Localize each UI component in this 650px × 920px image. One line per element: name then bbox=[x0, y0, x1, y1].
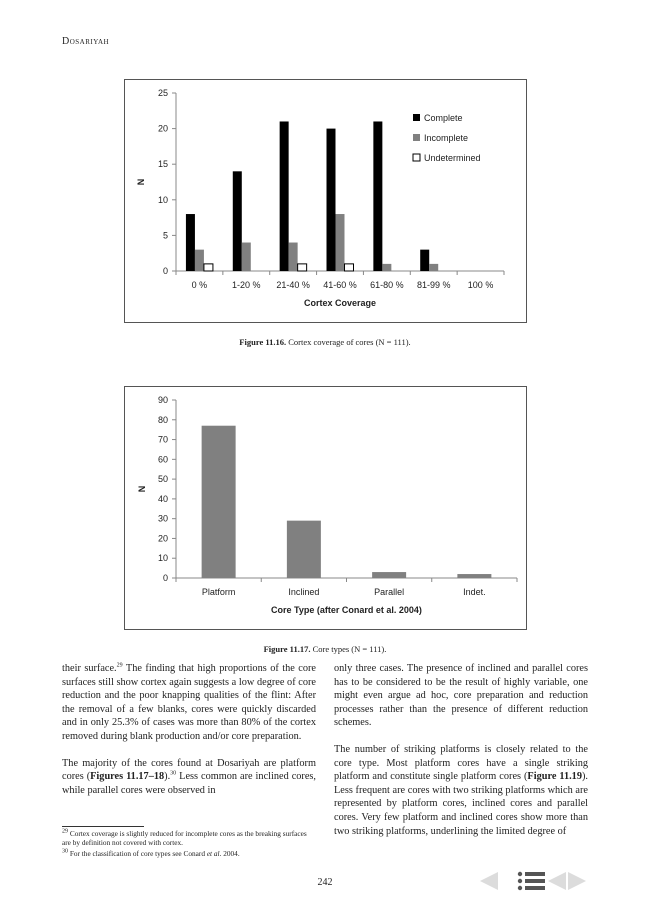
figure-caption-11-16 bbox=[0, 337, 650, 347]
bar bbox=[202, 426, 236, 578]
bar bbox=[186, 214, 195, 271]
x-axis-label: Cortex Coverage bbox=[303, 298, 377, 308]
y-tick-label: 90 bbox=[157, 395, 168, 405]
bar bbox=[373, 121, 382, 271]
footnote-30 bbox=[62, 849, 316, 858]
menu-list-icon[interactable] bbox=[518, 872, 545, 890]
footnotes bbox=[62, 829, 316, 859]
text: The finding that high proportions of the core surfaces still show cortex again suggests a low degree of core reduction and the poor knapping qualities of the flint: After the removal of a few blanks, cores were quickly discarded and in only 25.3% of cases was more than 80% of the cortex removed during blank production and/or core preparation. bbox=[62, 663, 316, 742]
running-header: Dosariyah bbox=[62, 36, 110, 47]
left-column bbox=[62, 662, 316, 810]
footnote-text: For the classification of core types see Conard bbox=[68, 848, 207, 858]
x-tick-label: 1-20 % bbox=[232, 280, 261, 290]
prev-arrow-icon[interactable] bbox=[548, 872, 566, 890]
bar bbox=[336, 214, 345, 271]
caption-label: Figure 11.17. bbox=[263, 644, 311, 654]
prev-arrow-icon[interactable] bbox=[480, 872, 498, 890]
text: The number of striking platforms is closely related to the core type. Most platform cores have a single striking platform and constitute single platform cores ( bbox=[334, 743, 588, 783]
caption-text: Cortex coverage of cores (N = 111). bbox=[286, 337, 411, 347]
x-tick-label: Indet. bbox=[463, 587, 486, 597]
y-tick-label: 0 bbox=[162, 573, 168, 583]
bar bbox=[242, 243, 251, 271]
text: their surface. bbox=[62, 663, 117, 674]
figure-link[interactable]: Figure 11.19 bbox=[527, 771, 582, 783]
page-navigation bbox=[478, 870, 588, 896]
y-tick-label: 60 bbox=[157, 454, 168, 465]
bar bbox=[327, 129, 336, 271]
y-tick-label: 25 bbox=[157, 88, 168, 98]
caption-text: Core types (N = 111). bbox=[310, 644, 387, 654]
y-axis-label: N bbox=[137, 485, 147, 493]
footnote-text: 2004. bbox=[221, 848, 240, 858]
x-tick-label: Parallel bbox=[374, 587, 405, 597]
core-types-chart bbox=[125, 387, 526, 629]
y-tick-label: 30 bbox=[157, 513, 168, 524]
text: ). Less frequent are cores with two striking platforms which are represented by platform cores, inclined cores and parallel cores. Very few platform and inclined cores show more than two striking platforms, underlining the limited degree of bbox=[334, 771, 588, 837]
caption-label: Figure 11.16. bbox=[239, 337, 287, 347]
x-tick-label: 41-60 % bbox=[323, 280, 357, 290]
y-tick-label: 80 bbox=[157, 414, 168, 425]
x-axis-label: Core Type (after Conard et al. 2004) bbox=[271, 605, 422, 615]
bar bbox=[372, 572, 406, 578]
bar bbox=[382, 264, 391, 271]
y-tick-label: 15 bbox=[157, 159, 168, 170]
footnote-29 bbox=[62, 829, 316, 848]
y-tick-label: 50 bbox=[157, 474, 168, 485]
figure-caption-11-17 bbox=[0, 644, 650, 654]
cortex-coverage-chart bbox=[125, 80, 526, 322]
x-tick-label: 100 % bbox=[467, 280, 494, 290]
legend-swatch bbox=[413, 114, 420, 121]
y-tick-label: 10 bbox=[157, 194, 168, 205]
bar bbox=[195, 250, 204, 271]
footnote-text: Cortex coverage is slightly reduced for incomplete cores as the breaking surfaces are by definition not covered with cortex. bbox=[62, 829, 307, 848]
y-tick-label: 20 bbox=[157, 533, 168, 544]
y-tick-label: 10 bbox=[157, 553, 168, 564]
bar bbox=[204, 264, 213, 271]
bar bbox=[233, 171, 242, 271]
legend-label: Incomplete bbox=[424, 133, 469, 143]
right-column bbox=[334, 662, 588, 851]
footnote-italic: et al. bbox=[206, 848, 222, 858]
x-tick-label: 0 % bbox=[191, 280, 208, 290]
y-tick-label: 5 bbox=[162, 230, 168, 241]
x-tick-label: Platform bbox=[201, 587, 236, 597]
bar bbox=[280, 121, 289, 271]
footnote-ref: 29 bbox=[116, 662, 123, 669]
footnote-number: 29 bbox=[62, 828, 68, 835]
text: The majority of the cores found at Dosariyah are platform cores ( bbox=[62, 757, 316, 783]
paragraph: only three cases. The presence of inclined and parallel cores has to be considered to be the result of highly variable, one might even argue ad hoc, core preparation and reduction processes rather than the presence of different reduction schemes. bbox=[334, 663, 588, 729]
bar bbox=[457, 574, 491, 578]
y-tick-label: 70 bbox=[157, 434, 168, 445]
y-tick-label: 0 bbox=[162, 266, 168, 276]
bar bbox=[289, 243, 298, 271]
page-number: 242 bbox=[317, 877, 333, 888]
x-tick-label: 61-80 % bbox=[370, 280, 404, 290]
bar bbox=[429, 264, 438, 271]
bar bbox=[345, 264, 354, 271]
y-tick-label: 20 bbox=[157, 123, 168, 134]
footnote-divider bbox=[62, 826, 144, 827]
x-tick-label: Inclined bbox=[288, 587, 320, 597]
paragraph bbox=[62, 662, 316, 744]
bar bbox=[298, 264, 307, 271]
footnote-ref: 30 bbox=[170, 770, 177, 777]
figure-cortex-coverage bbox=[124, 79, 527, 323]
y-tick-label: 40 bbox=[157, 493, 168, 504]
y-axis-label: N bbox=[136, 178, 146, 186]
paragraph bbox=[334, 743, 588, 838]
legend-label: Undetermined bbox=[424, 153, 481, 163]
legend-label: Complete bbox=[424, 113, 463, 123]
text: Less common are inclined cores, while parallel cores were observed in bbox=[62, 771, 316, 796]
text: ). bbox=[164, 771, 171, 783]
next-arrow-icon[interactable] bbox=[568, 872, 586, 890]
bar bbox=[420, 250, 429, 271]
legend-swatch bbox=[413, 154, 420, 161]
bar bbox=[287, 521, 321, 578]
legend-swatch bbox=[413, 134, 420, 141]
x-tick-label: 21-40 % bbox=[276, 280, 310, 290]
figure-link[interactable]: Figures 11.17–18 bbox=[90, 771, 165, 783]
x-tick-label: 81-99 % bbox=[416, 280, 451, 290]
figure-core-types bbox=[124, 386, 527, 630]
paragraph bbox=[62, 757, 316, 798]
footnote-number: 30 bbox=[62, 848, 68, 855]
